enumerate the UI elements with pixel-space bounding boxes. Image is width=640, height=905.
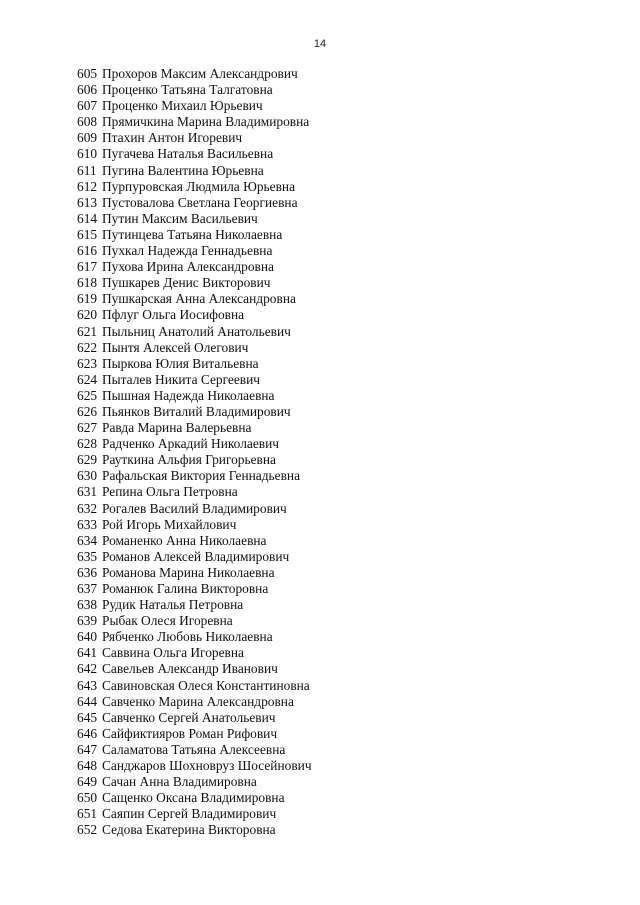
entry-name: Саяпин Сергей Владимирович bbox=[102, 806, 277, 822]
entry-name: Пышная Надежда Николаевна bbox=[102, 387, 275, 403]
entry-name: Путин Максим Васильевич bbox=[102, 210, 258, 226]
entry-name: Пыльниц Анатолий Анатольевич bbox=[102, 323, 291, 339]
entry-number: 637 bbox=[77, 581, 98, 596]
list-item bbox=[77, 195, 312, 211]
entry-name: Пушкарская Анна Александровна bbox=[102, 291, 296, 307]
entry-name: Пухова Ирина Александровна bbox=[102, 259, 274, 275]
entry-number: 605 bbox=[77, 66, 98, 81]
entry-name: Саламатова Татьяна Алексеевна bbox=[102, 741, 286, 757]
entry-name: Рыбак Олеся Игоревна bbox=[102, 613, 233, 629]
entry-number: 619 bbox=[77, 291, 98, 307]
entry-number: 626 bbox=[77, 403, 98, 419]
list-item bbox=[77, 259, 312, 275]
list-item bbox=[77, 130, 312, 146]
entry-number: 631 bbox=[77, 484, 98, 500]
entry-number: 620 bbox=[77, 307, 98, 323]
list-item bbox=[77, 565, 312, 581]
list-item bbox=[77, 694, 312, 710]
list-item bbox=[77, 581, 312, 597]
entry-name: Проценко Татьяна Талгатовна bbox=[102, 82, 273, 98]
entry-name: Пынтя Алексей Олегович bbox=[102, 339, 249, 355]
entry-name: Репина Ольга Петровна bbox=[102, 484, 238, 500]
list-item bbox=[77, 163, 312, 179]
entry-name: Прохоров Максим Александрович bbox=[102, 66, 298, 81]
entry-name: Романенко Анна Николаевна bbox=[102, 532, 267, 548]
list-item bbox=[77, 82, 312, 98]
entry-number: 621 bbox=[77, 323, 98, 339]
list-item bbox=[77, 822, 312, 838]
list-item bbox=[77, 243, 312, 259]
entry-name: Рауткина Альфия Григорьевна bbox=[102, 452, 276, 468]
entry-name: Романова Марина Николаевна bbox=[102, 564, 275, 580]
entry-name: Сащенко Оксана Владимировна bbox=[102, 790, 285, 806]
entry-name: Санджаров Шохновруз Шосейнович bbox=[102, 758, 312, 774]
entry-name: Равда Марина Валерьевна bbox=[102, 420, 252, 436]
list-item bbox=[77, 790, 312, 806]
entry-name: Пьянков Виталий Владимирович bbox=[102, 403, 291, 419]
list-item bbox=[77, 678, 312, 694]
entry-name: Пугина Валентина Юрьевна bbox=[102, 162, 264, 178]
entry-name: Романов Алексей Владимирович bbox=[102, 548, 290, 564]
entry-number: 643 bbox=[77, 677, 98, 693]
list-item bbox=[77, 66, 312, 82]
entry-number: 610 bbox=[77, 146, 98, 162]
entry-number: 608 bbox=[77, 114, 98, 130]
list-item bbox=[77, 114, 312, 130]
entry-name: Сачан Анна Владимировна bbox=[102, 774, 257, 790]
list-item bbox=[77, 404, 312, 420]
entry-name: Пыркова Юлия Витальевна bbox=[102, 355, 259, 371]
entry-number: 606 bbox=[77, 82, 98, 98]
entry-number: 617 bbox=[77, 259, 98, 275]
name-list bbox=[77, 66, 312, 839]
list-item bbox=[77, 613, 312, 629]
list-item bbox=[77, 597, 312, 613]
list-item bbox=[77, 645, 312, 661]
list-item bbox=[77, 661, 312, 677]
entry-number: 609 bbox=[77, 130, 98, 146]
list-item bbox=[77, 340, 312, 356]
entry-number: 649 bbox=[77, 774, 98, 790]
list-item bbox=[77, 468, 312, 484]
entry-number: 646 bbox=[77, 725, 98, 741]
entry-number: 647 bbox=[77, 741, 98, 757]
list-item bbox=[77, 726, 312, 742]
list-item bbox=[77, 501, 312, 517]
entry-number: 648 bbox=[77, 758, 98, 774]
entry-name: Путинцева Татьяна Николаевна bbox=[102, 226, 283, 242]
entry-number: 612 bbox=[77, 178, 98, 194]
list-item bbox=[77, 98, 312, 114]
list-item bbox=[77, 742, 312, 758]
entry-number: 640 bbox=[77, 629, 98, 645]
entry-name: Пфлуг Ольга Иосифовна bbox=[102, 307, 245, 323]
list-item bbox=[77, 291, 312, 307]
entry-number: 651 bbox=[77, 806, 98, 822]
entry-name: Савченко Марина Александровна bbox=[102, 693, 294, 709]
page-number: 14 bbox=[313, 38, 327, 50]
list-item bbox=[77, 420, 312, 436]
entry-name: Пухкал Надежда Геннадьевна bbox=[102, 243, 273, 259]
list-item bbox=[77, 484, 312, 500]
list-item bbox=[77, 146, 312, 162]
entry-number: 628 bbox=[77, 436, 98, 452]
entry-name: Сайфиктияров Роман Рифович bbox=[102, 725, 278, 741]
entry-number: 623 bbox=[77, 355, 98, 371]
entry-number: 645 bbox=[77, 709, 98, 725]
list-item bbox=[77, 227, 312, 243]
list-item bbox=[77, 179, 312, 195]
entry-name: Птахин Антон Игоревич bbox=[102, 130, 243, 146]
entry-number: 607 bbox=[77, 98, 98, 114]
entry-name: Пустовалова Светлана Георгиевна bbox=[102, 194, 298, 210]
entry-number: 615 bbox=[77, 226, 98, 242]
list-item bbox=[77, 710, 312, 726]
entry-number: 622 bbox=[77, 339, 98, 355]
list-item bbox=[77, 517, 312, 533]
list-item bbox=[77, 436, 312, 452]
entry-number: 630 bbox=[77, 468, 98, 484]
entry-number: 625 bbox=[77, 387, 98, 403]
entry-number: 616 bbox=[77, 243, 98, 259]
list-item bbox=[77, 356, 312, 372]
entry-number: 611 bbox=[77, 162, 97, 178]
list-item bbox=[77, 758, 312, 774]
list-item bbox=[77, 275, 312, 291]
entry-name: Савченко Сергей Анатольевич bbox=[102, 709, 276, 725]
list-item bbox=[77, 307, 312, 323]
entry-name: Саввина Ольга Игоревна bbox=[102, 645, 244, 661]
entry-number: 644 bbox=[77, 693, 98, 709]
entry-name: Пугачева Наталья Васильевна bbox=[102, 146, 274, 162]
entry-name: Пушкарев Денис Викторович bbox=[102, 275, 271, 291]
entry-number: 642 bbox=[77, 661, 98, 677]
entry-number: 636 bbox=[77, 564, 98, 580]
entry-number: 632 bbox=[77, 500, 98, 516]
list-item bbox=[77, 372, 312, 388]
entry-name: Пыталев Никита Сергеевич bbox=[102, 371, 261, 387]
entry-number: 614 bbox=[77, 210, 98, 226]
list-item bbox=[77, 324, 312, 340]
entry-name: Рогалев Василий Владимирович bbox=[102, 500, 287, 516]
entry-name: Рудик Наталья Петровна bbox=[102, 597, 244, 613]
list-item bbox=[77, 806, 312, 822]
list-item bbox=[77, 533, 312, 549]
entry-name: Прямичкина Марина Владимировна bbox=[102, 114, 310, 130]
entry-number: 629 bbox=[77, 452, 98, 468]
entry-name: Седова Екатерина Викторовна bbox=[102, 822, 276, 838]
entry-number: 633 bbox=[77, 516, 98, 532]
entry-number: 639 bbox=[77, 613, 98, 629]
entry-name: Рафальская Виктория Геннадьевна bbox=[102, 468, 301, 484]
entry-name: Романюк Галина Викторовна bbox=[102, 581, 269, 596]
entry-name: Савиновская Олеся Константиновна bbox=[102, 677, 310, 693]
entry-name: Савельев Александр Иванович bbox=[102, 661, 278, 677]
list-item bbox=[77, 452, 312, 468]
entry-number: 627 bbox=[77, 420, 98, 436]
entry-number: 638 bbox=[77, 597, 98, 613]
list-item bbox=[77, 549, 312, 565]
entry-number: 650 bbox=[77, 790, 98, 806]
entry-name: Радченко Аркадий Николаевич bbox=[102, 436, 279, 452]
list-item bbox=[77, 388, 312, 404]
list-item bbox=[77, 211, 312, 227]
entry-name: Пурпуровская Людмила Юрьевна bbox=[102, 178, 296, 194]
entry-number: 652 bbox=[77, 822, 98, 838]
entry-number: 613 bbox=[77, 194, 98, 210]
entry-number: 635 bbox=[77, 548, 98, 564]
entry-number: 634 bbox=[77, 532, 98, 548]
entry-name: Проценко Михаил Юрьевич bbox=[102, 98, 263, 114]
entry-number: 624 bbox=[77, 371, 98, 387]
entry-number: 641 bbox=[77, 645, 98, 661]
list-item bbox=[77, 774, 312, 790]
entry-name: Рой Игорь Михайлович bbox=[102, 516, 237, 532]
entry-number: 618 bbox=[77, 275, 98, 291]
list-item bbox=[77, 629, 312, 645]
entry-name: Рябченко Любовь Николаевна bbox=[102, 629, 273, 645]
